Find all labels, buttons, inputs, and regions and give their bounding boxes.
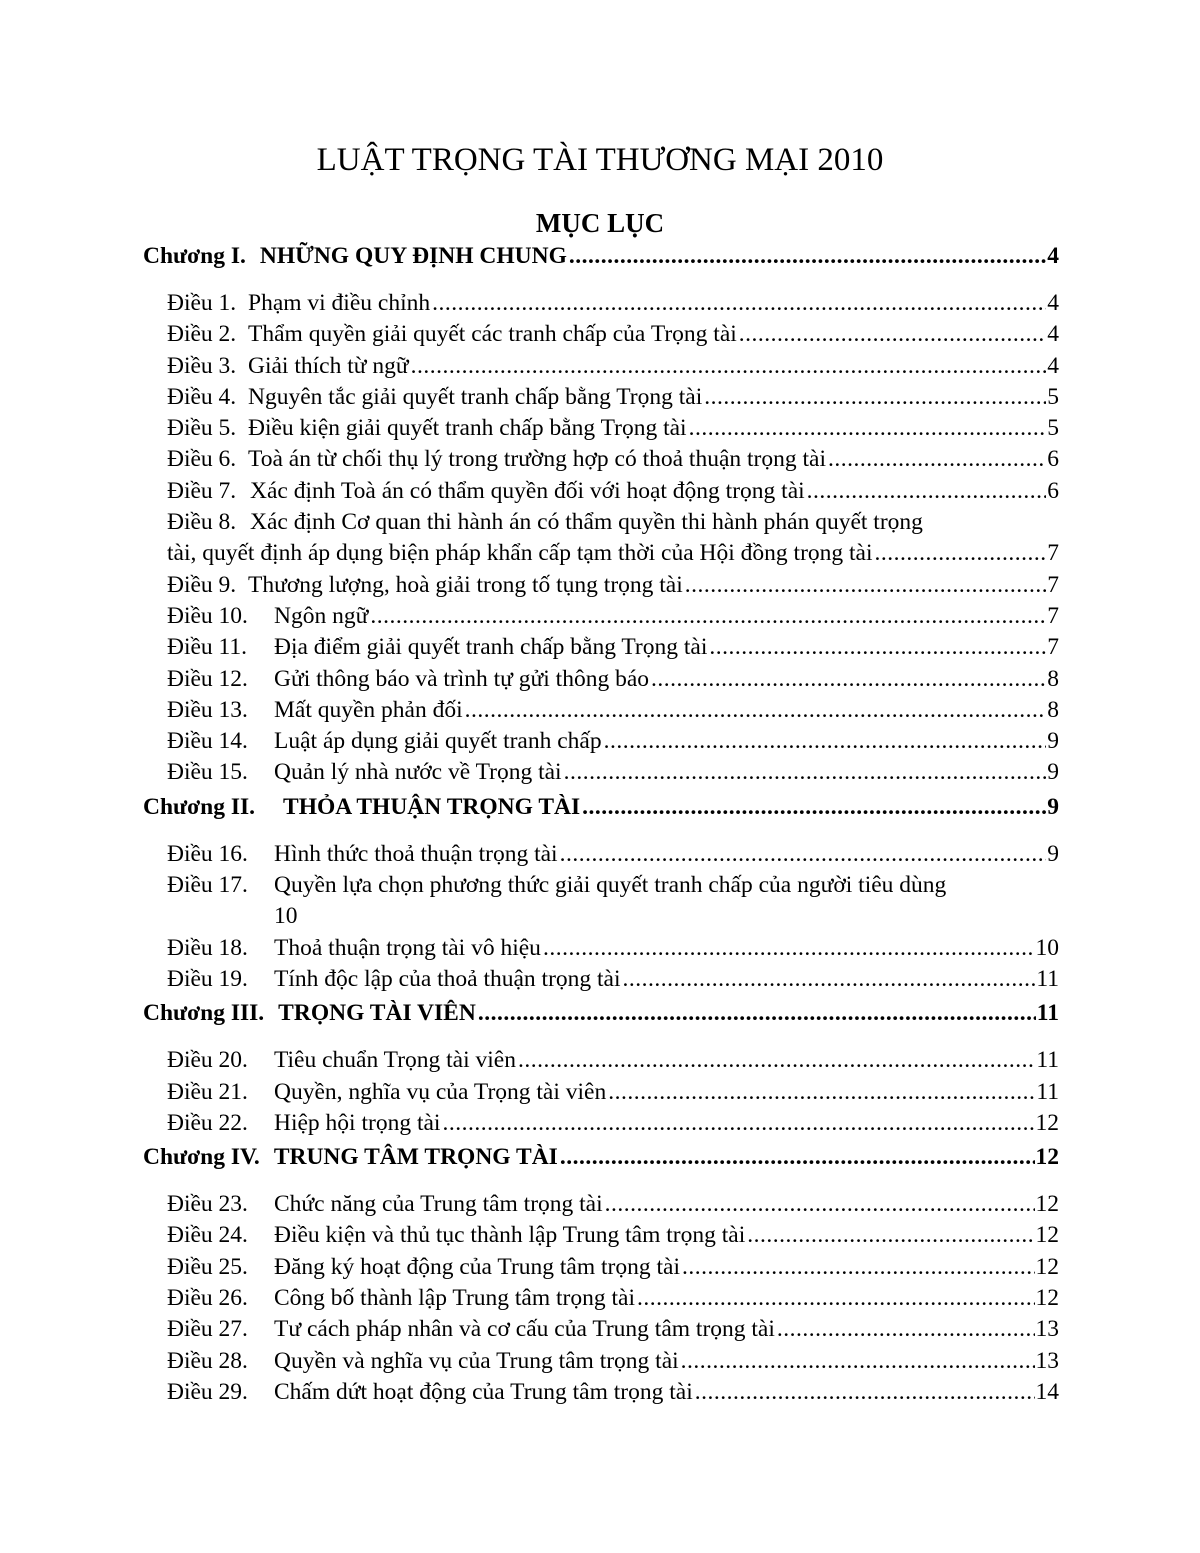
page-number: 4 [1047,290,1059,316]
page-number: 8 [1047,696,1059,723]
page-number: 10 [1035,934,1059,961]
toc-article-15[interactable] [143,757,1059,788]
page-number: 11 [1036,1000,1059,1027]
dot-leader [582,789,1046,826]
chapter-number: Chương I. [143,243,246,269]
page-title: LUẬT TRỌNG TÀI THƯƠNG MẠI 2010 [316,142,884,178]
dot-leader [543,933,1035,964]
dot-leader [689,413,1047,444]
dot-leader [777,1314,1035,1345]
article-number: Điều 1. [167,290,237,316]
article-number: Điều 3. [167,352,237,379]
dot-leader [478,995,1036,1032]
toc-article-23[interactable] [143,1189,1059,1220]
toc-article-3[interactable] [143,351,1059,382]
dot-leader [709,632,1046,663]
dot-leader [411,351,1047,382]
toc-article-1[interactable] [143,288,1059,319]
article-number: Điều 18. [167,934,248,961]
toc-chapter-4[interactable] [143,1139,1059,1176]
dot-leader [695,1377,1035,1408]
dot-leader [739,319,1046,350]
article-number: Điều 14. [167,728,248,755]
article-number: Điều 15. [167,759,248,786]
toc-article-14[interactable] [143,726,1059,757]
dot-leader [681,1346,1035,1377]
article-number: Điều 16. [167,840,248,867]
dot-leader [685,570,1046,601]
page-number: 9 [1047,759,1059,786]
article-title: Quyền và nghĩa vụ của Trung tâm trọng tài [274,1347,679,1374]
article-title: Công bố thành lập Trung tâm trọng tài [274,1285,635,1312]
article-title: Thẩm quyền giải quyết các tranh chấp của Trọng tài [248,321,737,348]
article-title: Thoả thuận trọng tài vô hiệu [274,934,541,961]
page-number: 11 [1036,1047,1059,1074]
page-number: 11 [1036,965,1059,992]
dot-leader [465,695,1047,726]
dot-leader [442,1108,1034,1139]
article-number: Điều 19. [167,965,248,992]
dot-leader [682,1252,1035,1283]
toc-article-27[interactable] [143,1314,1059,1345]
article-title: Tư cách pháp nhân và cơ cấu của Trung tâm trọng tài [274,1316,775,1343]
page-number: 12 [1035,1285,1059,1312]
dot-leader [747,1220,1034,1251]
toc-article-12[interactable] [143,664,1059,695]
toc-article-5[interactable] [143,413,1059,444]
page-number: 10 [274,903,298,930]
dot-leader [560,839,1047,870]
toc-article-20[interactable] [143,1045,1059,1076]
article-number: Điều 29. [167,1378,248,1405]
dot-leader [704,382,1046,413]
toc-chapter-1[interactable] [143,238,1059,275]
article-number: Điều 25. [167,1253,248,1280]
article-number: Điều 23. [167,1191,248,1218]
toc-article-24[interactable] [143,1220,1059,1251]
page-number: 8 [1047,665,1059,692]
page-number: 12 [1035,1222,1059,1249]
dot-leader [432,288,1046,319]
article-title: Chấm dứt hoạt động của Trung tâm trọng tài [274,1378,693,1405]
article-number: Điều 10. [167,602,248,629]
article-title: Tiêu chuẩn Trọng tài viên [274,1047,516,1074]
article-title: Hình thức thoả thuận trọng tài [274,840,558,867]
article-number: Điều 4. [167,383,237,410]
article-title-line-2: tài, quyết định áp dụng biện pháp khẩn cấp tạm thời của Hội đồng trọng tài [167,540,873,567]
article-title: Điều kiện và thủ tục thành lập Trung tâm trọng tài [274,1222,746,1249]
article-number: Điều 20. [167,1047,248,1074]
article-title: Gửi thông báo và trình tự gửi thông báo [274,665,650,692]
chapter-number: Chương II. [143,793,256,820]
page-number: 12 [1035,1144,1059,1171]
chapter-title: NHỮNG QUY ĐỊNH CHUNG [259,243,567,269]
page-number: 14 [1035,1378,1059,1405]
toc-article-29[interactable] [143,1377,1059,1408]
toc-article-26[interactable] [143,1283,1059,1314]
dot-leader [518,1045,1035,1076]
dot-leader [828,444,1046,475]
dot-leader [623,964,1036,995]
article-number: Điều 11. [167,634,248,661]
toc-article-10[interactable] [143,601,1059,632]
toc-article-4[interactable] [143,382,1059,413]
toc-article-28[interactable] [143,1346,1059,1377]
article-number: Điều 21. [167,1078,248,1105]
article-title: Phạm vi điều chỉnh [248,290,431,316]
article-number: Điều 9. [167,571,237,598]
article-title-line-1: Xác định Cơ quan thi hành án có thẩm quyền thi hành phán quyết trọng [250,509,923,536]
chapter-number: Chương III. [143,1000,265,1027]
article-title: Chức năng của Trung tâm trọng tài [274,1191,603,1218]
page-number: 12 [1035,1253,1059,1280]
article-title: Giải thích từ ngữ [248,352,409,379]
dot-leader [875,538,1047,569]
toc-heading: MỤC LỤC [535,208,665,238]
chapter-title: TRUNG TÂM TRỌNG TÀI [273,1144,558,1171]
article-title: Mất quyền phản đối [274,696,463,723]
page-number: 12 [1035,1109,1059,1136]
article-title: Quyền, nghĩa vụ của Trọng tài viên [274,1078,607,1105]
article-title: Toà án từ chối thụ lý trong trường hợp có thoả thuận trọng tài [248,446,826,473]
toc-article-19[interactable] [143,964,1059,995]
article-number: Điều 24. [167,1222,248,1249]
article-number: Điều 7. [167,477,237,504]
article-number: Điều 17. [167,872,248,899]
dot-leader [608,1077,1035,1108]
article-number: Điều 6. [167,446,237,473]
toc-article-16[interactable] [143,839,1059,870]
dot-leader [807,476,1047,507]
article-title: Địa điểm giải quyết tranh chấp bằng Trọng tài [274,634,708,661]
page-number: 4 [1047,321,1059,348]
chapter-number: Chương IV. [143,1144,260,1171]
dot-leader [604,726,1047,757]
dot-leader [605,1189,1035,1220]
article-title: Quản lý nhà nước về Trọng tài [274,759,562,786]
article-title: Hiệp hội trọng tài [274,1109,441,1136]
page-number: 9 [1047,840,1059,867]
article-title: Điều kiện giải quyết tranh chấp bằng Trọng tài [248,415,687,442]
article-number: Điều 26. [167,1285,248,1312]
page-number: 6 [1047,446,1059,473]
page-number: 4 [1047,243,1059,269]
chapter-title: THỎA THUẬN TRỌNG TÀI [283,793,581,820]
page-number: 5 [1047,415,1059,442]
article-number: Điều 2. [167,321,237,348]
article-title: Xác định Toà án có thẩm quyền đối với hoạt động trọng tài [250,477,805,504]
page-number: 7 [1047,602,1059,629]
toc-article-7[interactable] [143,476,1059,507]
page-number: 7 [1047,540,1059,567]
table-of-contents [143,238,1059,1408]
page-number: 5 [1047,383,1059,410]
article-title: Tính độc lập của thoả thuận trọng tài [274,965,621,992]
toc-article-25[interactable] [143,1252,1059,1283]
toc-chapter-2[interactable] [143,789,1059,826]
chapter-title: TRỌNG TÀI VIÊN [278,1000,476,1027]
toc-article-6[interactable] [143,444,1059,475]
dot-leader [569,238,1046,275]
toc-article-2[interactable] [143,319,1059,350]
article-number: Điều 5. [167,415,237,442]
article-number: Điều 22. [167,1109,248,1136]
article-title: Quyền lựa chọn phương thức giải quyết tranh chấp của người tiêu dùng [274,872,947,899]
page-number: 9 [1047,728,1059,755]
dot-leader [637,1283,1035,1314]
article-title: Thương lượng, hoà giải trong tố tụng trọng tài [248,571,683,598]
article-number: Điều 8. [167,509,237,536]
toc-article-21[interactable] [143,1077,1059,1108]
article-number: Điều 13. [167,696,248,723]
page-number: 9 [1047,793,1059,820]
toc-article-22[interactable] [143,1108,1059,1139]
page-number: 7 [1047,571,1059,598]
toc-article-17[interactable] [143,870,1059,933]
dot-leader [564,757,1047,788]
dot-leader [560,1139,1035,1176]
page-number: 11 [1036,1078,1059,1105]
page-number: 4 [1047,352,1059,379]
page-number: 13 [1035,1316,1059,1343]
article-title: Đăng ký hoạt động của Trung tâm trọng tài [274,1253,680,1280]
article-title: Nguyên tắc giải quyết tranh chấp bằng Trọng tài [248,383,703,410]
toc-article-13[interactable] [143,695,1059,726]
article-number: Điều 12. [167,665,248,692]
page-number: 6 [1047,477,1059,504]
article-title: Luật áp dụng giải quyết tranh chấp [274,728,602,755]
article-title: Ngôn ngữ [274,602,369,629]
dot-leader [370,601,1046,632]
article-number: Điều 28. [167,1347,248,1374]
toc-article-11[interactable] [143,632,1059,663]
toc-article-18[interactable] [143,933,1059,964]
toc-article-8[interactable] [143,507,1059,570]
page-number: 12 [1035,1191,1059,1218]
page-number: 7 [1047,634,1059,661]
toc-article-9[interactable] [143,570,1059,601]
toc-chapter-3[interactable] [143,995,1059,1032]
dot-leader [651,664,1046,695]
page-number: 13 [1035,1347,1059,1374]
article-number: Điều 27. [167,1316,248,1343]
